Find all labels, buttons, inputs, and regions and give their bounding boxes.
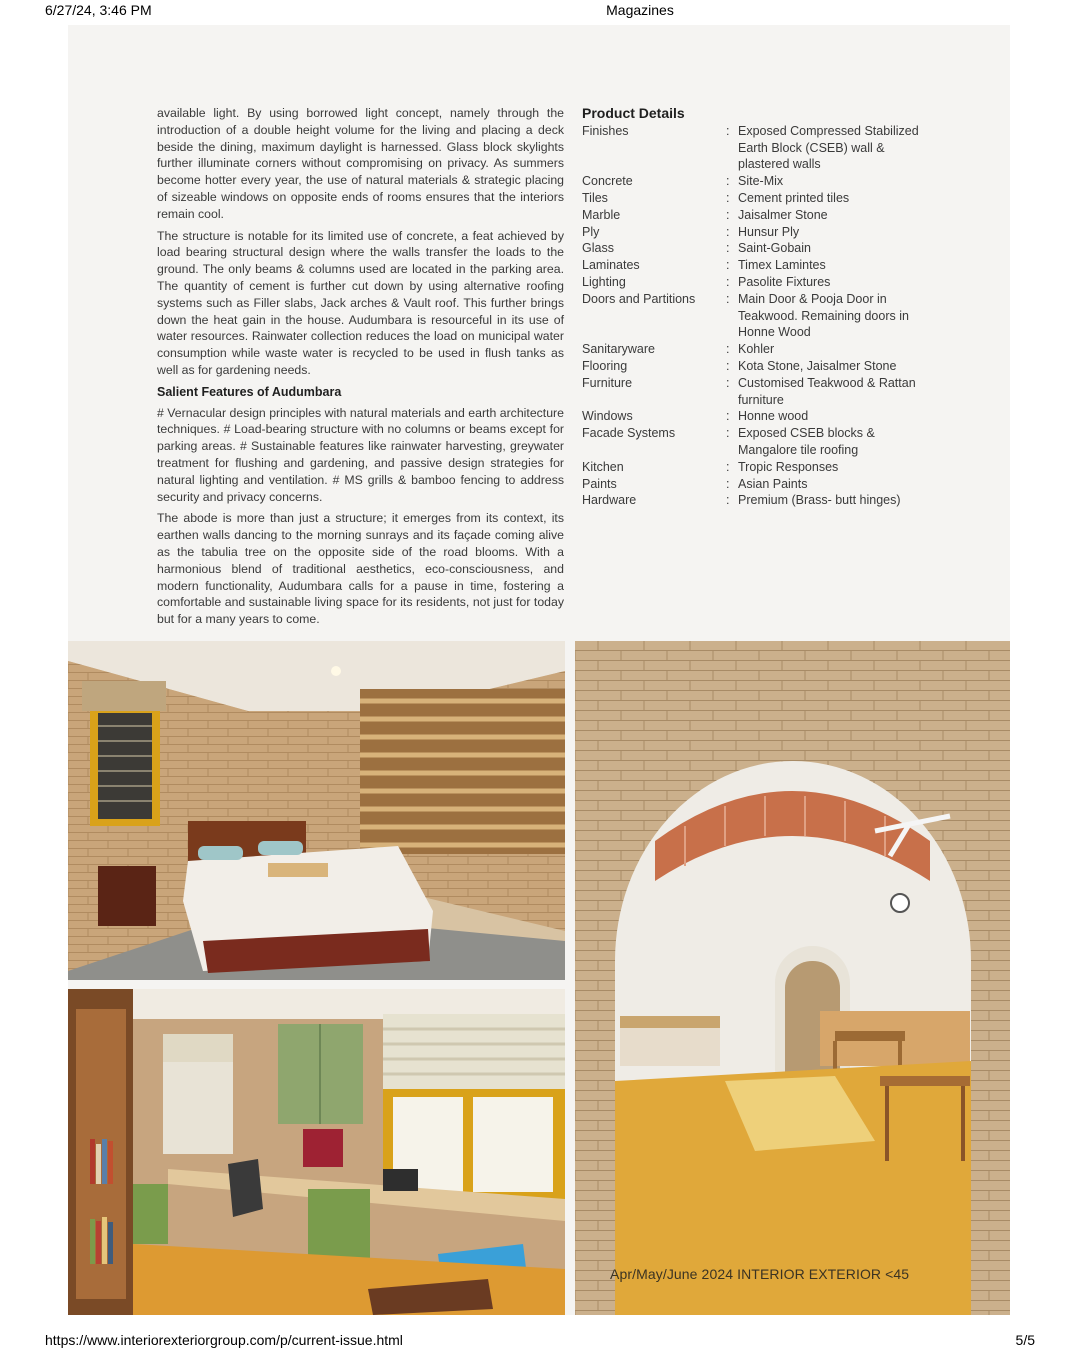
page-caption: Apr/May/June 2024 INTERIOR EXTERIOR <45 [610, 1266, 910, 1282]
print-header [0, 2, 1080, 20]
product-row [582, 224, 922, 241]
product-row [582, 190, 922, 207]
product-row [582, 341, 922, 358]
product-separator: : [726, 207, 730, 222]
print-page-number: 5/5 [1015, 1332, 1035, 1348]
product-value: Exposed CSEB blocks & Mangalore tile roofing [738, 426, 875, 457]
product-details [582, 105, 922, 509]
product-key: Concrete [582, 174, 633, 189]
product-value: Pasolite Fixtures [738, 274, 831, 289]
product-value: Kota Stone, Jaisalmer Stone [738, 358, 897, 373]
product-separator: : [726, 358, 730, 373]
product-details-heading: Product Details [582, 105, 685, 121]
product-details-list [582, 123, 922, 509]
product-value: Saint-Gobain [738, 241, 811, 256]
product-row [582, 408, 922, 425]
product-key: Doors and Partitions [582, 291, 696, 306]
living-room-arch-photo [575, 641, 1010, 1315]
product-row [582, 274, 922, 291]
product-key: Kitchen [582, 459, 624, 474]
product-key: Glass [582, 241, 614, 256]
print-footer [0, 1332, 1080, 1350]
product-value: Cement printed tiles [738, 190, 850, 205]
product-row [582, 358, 922, 375]
product-value: Tropic Responses [738, 459, 839, 474]
product-row [582, 240, 922, 257]
product-key: Flooring [582, 358, 628, 373]
product-separator: : [726, 342, 730, 357]
product-value: Site-Mix [738, 174, 784, 189]
product-value: Timex Lamintes [738, 258, 826, 273]
product-separator: : [726, 274, 730, 289]
product-row [582, 425, 922, 459]
print-url: https://www.interiorexteriorgroup.com/p/current-issue.html [45, 1332, 403, 1348]
salient-features-paragraph: # Vernacular design principles with natural materials and earth architecture techniques. # Load-bearing structure with no columns or beams except for parking areas. # Sustainable features like rainwater harvesting, greywater treatment for flushing and gardening, and passive design strategies for natural lighting and ventilation. # MS grills & bamboo fencing to address security and privacy concerns. [157, 405, 564, 504]
product-separator: : [726, 190, 730, 205]
product-row [582, 492, 922, 509]
closing-paragraph: The abode is more than just a structure; it emerges from its context, its earthen walls dancing to the morning sunrays and its façade coming alive as the tabulia tree on the opposite side of the road blooms. With a harmonious blend of traditional aesthetics, eco-consciousness, and modern functionality, Audumbara calls for a pause in time, fostering a comfortable and sustainable living space for its residents, not just for today but for a many years to come. [157, 511, 564, 627]
print-title: Magazines [606, 2, 674, 18]
product-separator: : [726, 123, 730, 138]
product-row [582, 173, 922, 190]
bedroom-photo [68, 641, 565, 980]
product-value: Premium (Brass- butt hinges) [738, 493, 901, 508]
magazine-page [68, 25, 1010, 1315]
product-key: Laminates [582, 258, 640, 273]
print-datetime: 6/27/24, 3:46 PM [45, 2, 152, 18]
product-key: Windows [582, 409, 633, 424]
product-value: Kohler [738, 342, 775, 357]
product-separator: : [726, 459, 730, 474]
product-row [582, 375, 922, 409]
product-key: Marble [582, 207, 621, 222]
product-row [582, 257, 922, 274]
product-key: Hardware [582, 493, 637, 508]
product-key: Facade Systems [582, 426, 676, 441]
article-paragraph-1: available light. By using borrowed light concept, namely through the introduction of a double height volume for the living and placing a deck beside the dining, maximum daylight is harnessed. Glass block skylights further illuminate corners without compromising on privacy. As summers become hotter every year, the use of natural materials & strategic placing of sizeable windows on opposite ends of rooms ensures that the interiors remain cool. [157, 106, 564, 221]
product-key: Furniture [582, 375, 633, 390]
product-row [582, 123, 922, 173]
article-column [157, 105, 564, 633]
product-value: Honne wood [738, 409, 809, 424]
product-key: Finishes [582, 123, 629, 138]
product-separator: : [726, 291, 730, 306]
product-separator: : [726, 476, 730, 491]
product-separator: : [726, 493, 730, 508]
product-separator: : [726, 409, 730, 424]
product-separator: : [726, 174, 730, 189]
product-key: Ply [582, 224, 600, 239]
product-value: Jaisalmer Stone [738, 207, 828, 222]
product-value: Asian Paints [738, 476, 808, 491]
product-key: Paints [582, 476, 617, 491]
product-value: Exposed Compressed Stabilized Earth Block (CSEB) wall & plastered walls [738, 123, 919, 172]
product-key: Sanitaryware [582, 342, 655, 357]
product-separator: : [726, 258, 730, 273]
product-value: Main Door & Pooja Door in Teakwood. Remaining doors in Honne Wood [738, 291, 909, 340]
product-value: Customised Teakwood & Rattan furniture [738, 375, 916, 407]
salient-features-heading: Salient Features of Audumbara [157, 384, 342, 399]
product-row [582, 459, 922, 476]
product-key: Tiles [582, 190, 608, 205]
product-row [582, 207, 922, 224]
product-row [582, 291, 922, 341]
article-paragraph-2: The structure is notable for its limited use of concrete, a feat achieved by load bearing structural design where the walls transfer the loads to the ground. The only beams & columns used are located in the parking area. The quantity of cement is further cut down by using alternative roofing systems such as Filler slabs, Jack arches & Vault roof. This further brings down the heat gain in the house. Audumbara is resourceful in its use of water resources. Rainwater collection reduces the load on municipal water consumption while waste water is recycled to be used in flush tanks as well as for gardening needs. [157, 228, 564, 377]
product-key: Lighting [582, 274, 626, 289]
study-room-photo [68, 989, 565, 1315]
product-separator: : [726, 241, 730, 256]
product-separator: : [726, 426, 730, 441]
product-separator: : [726, 375, 730, 390]
product-row [582, 476, 922, 493]
product-value: Hunsur Ply [738, 224, 800, 239]
product-separator: : [726, 224, 730, 239]
